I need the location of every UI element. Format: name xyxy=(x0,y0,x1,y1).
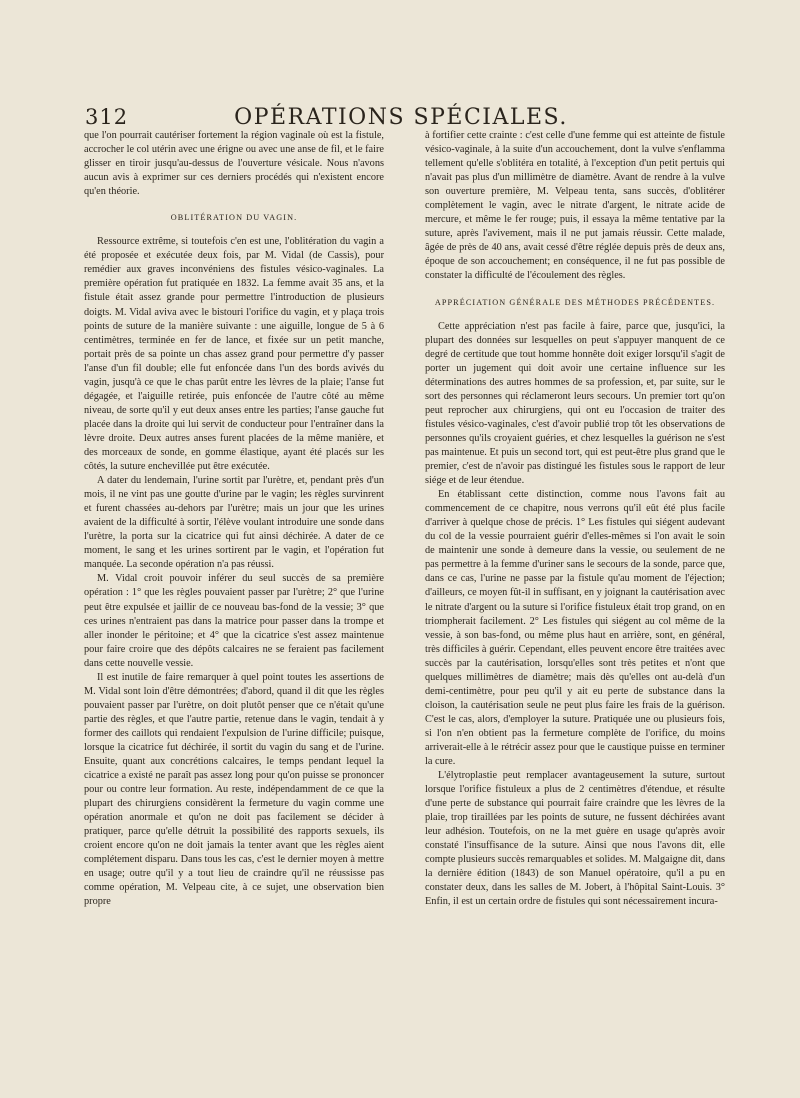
page-number: 312 xyxy=(85,105,129,129)
paragraph: que l'on pourrait cautériser fortement la région vaginale où est la fistule, accrocher le col utérin avec une érigne ou avec une anse de fil, et le faire glisser en tiroir jusqu'au-dessus de l'ouverture vésicale. Nous n'avons aucun avis à exprimer sur ces derniers procédés qui n'existent encore qu'en théorie. xyxy=(84,130,384,198)
right-column xyxy=(425,129,725,910)
paragraph: Ressource extrême, si toutefois c'en est une, l'oblitération du vagin a été proposée et exécutée deux fois, par M. Vidal (de Cassis), pour remédier aux graves inconvéniens des fistules vésico-vaginales. La première opération fut pratiquée en 1832. La femme avait 35 ans, et la fistule était assez grande pour permettre l'introduction de plusieurs doigts. M. Vidal aviva avec le bistouri l'orifice du vagin, et y plaça trois points de suture de la manière suivante : une aiguille, longue de 5 à 6 centimètres, terminée en fer de lance, et fixée sur un petit manche, portait près de sa pointe un chas assez grand pour permettre d'y passer l'anse d'un fil double; elle fut enfoncée dans l'un des bords avivés du vagin, jusqu'à ce que le chas parût entre les lèvres de la plaie; l'anse fut dégagée, et l'aiguille retirée, puis enfoncée de l'autre côté au même niveau, de sorte qu'il y eut deux anses entre les parties; l'anse gauche fut placée dans la droite qui lui servit de conducteur pour l'entraîner dans la lèvre droite. Deux autres anses furent placées de la même manière, et des morceaux de sonde, en gomme élastique, ayant été placés sur les côtés, la suture enchevillée put être exécutée. xyxy=(84,236,384,473)
left-column xyxy=(84,129,384,910)
paragraph: à fortifier cette crainte : c'est celle d'une femme qui est atteinte de fistule vésico-vaginale, à la suite d'un accouchement, dont la vulve s'enflamma tellement qu'elle s'oblitéra en totalité, à l'exception d'un petit pertuis qui n'avait pas plus d'un millimètre de diamètre. Avant de rendre à la vulve son ouverture première, M. Velpeau tenta, sans succès, d'oblitérer complètement le vagin, avec le nitrate d'argent, le nitrate acide de mercure, et même le fer rouge; puis, il essaya la même tentative par la suture, après l'avivement, mais il ne put jamais réussir. Cette malade, âgée de près de 40 ans, avait cessé d'être réglée depuis près de deux ans, époque de son accouchement; en conséquence, il ne fut pas possible de constater la difficulté de l'écoulement des règles. xyxy=(425,130,725,282)
section-heading: OBLITÉRATION DU VAGIN. xyxy=(170,213,298,223)
running-title: OPÉRATIONS SPÉCIALES. xyxy=(234,105,568,130)
paragraph: Cette appréciation n'est pas facile à faire, parce que, jusqu'ici, la plupart des données sur lesquelles on peut s'appuyer manquent de ce degré de certitude que tout homme honnête doit exiger lorsqu'il s'agit de porter un jugement qui doit avoir une certaine influence sur les déterminations des autres hommes de sa profession, et, par suite, sur le sort des personnes qui réclameront leurs secours. Un premier tort qu'on peut reprocher aux chirurgiens, qui ont eu l'occasion de traiter des fistules vésico-vaginales, c'est d'avoir publié trop tôt les observations de personnes qu'ils croyaient guéries, et chez lesquelles la guérison ne s'est pas maintenue. Et puis un second tort, qui est peut-être plus grand que le premier, c'est de n'avoir pas distingué les fistules sous le rapport de leur siége et de leur étendue. xyxy=(425,320,725,487)
paragraph: En établissant cette distinction, comme nous l'avons fait au commencement de ce chapitre, nous verrons qu'il eût été plus facile d'arriver à quelque chose de précis. 1° Les fistules qui siégent audevant du col de la vessie pourraient guérir d'elles-mêmes si l'on avait le soin de maintenir une sonde à demeure dans la vessie, ou seulement de ne pas permettre à la femme d'uriner sans le secours de la sonde, parce que, dans ce cas, l'urine ne passe par la fistule qu'au moment de l'éjection; d'ailleurs, ce moyen fût-il in suffisant, en y joignant la cautérisation avec le nitrate d'argent ou la suture si l'orifice fistuleux était trop grand, on en triompherait facilement. 2° Les fistules qui siégent au col même de la vessie, à son bas-fond, ou même plus haut en arrière, sont, en général, très difficiles à guérir. Cependant, elles peuvent encore être traitées avec succès par la cautérisation, lorsqu'elles sont très petites et n'ont que quelques millimètres de diamètre; mais dès qu'elles ont au-delà d'un demi-centimètre, pour peu qu'il y ait eu perte de substance dans la cloison, la cautérisation seule ne peut plus faire les frais de la guérison. C'est le cas, alors, d'employer la suture. Pratiquée une ou plusieurs fois, si l'on n'en obtient pas la fermeture complète de l'orifice, du moins arriverait-elle à le rétrécir assez pour que le caustique puisse en terminer la cure. xyxy=(425,489,725,768)
paragraph: L'élytroplastie peut remplacer avantageusement la suture, surtout lorsque l'orifice fistuleux a plus de 2 centimètres d'étendue, et résulte d'une perte de substance qui pourrait faire craindre que les lèvres de la plaie, trop tiraillées par les points de suture, ne fussent déchirées avant leur adhésion. Toutefois, on ne la met guère en usage qu'après avoir constaté l'insuffisance de la suture. Ainsi que nous l'avons dit, elle compte plusieurs succès remarquables et solides. M. Malgaigne dit, dans la dernière édition (1843) de son Manuel opératoire, qu'il a pu en constater deux, dans les salles de M. Jobert, à l'hôpital Saint-Louis. 3° Enfin, il est un certain ordre de fistules qui sont nécessairement incura- xyxy=(425,770,725,908)
section-heading: APPRÉCIATION GÉNÉRALE DES MÉTHODES PRÉCÉDENTES. xyxy=(434,297,716,307)
paragraph: Il est inutile de faire remarquer à quel point toutes les assertions de M. Vidal sont loin d'être démontrées; d'abord, quand il dit que les règles pouvaient passer par l'urètre, on doit plutôt penser que ce n'était qu'une partie des règles, et que l'autre partie, retenue dans le vagin, tendait à y former des caillots qui rendaient l'expulsion de l'urine difficile; puisque, lorsque la cicatrice fut déchirée, il sortit du vagin du sang et de l'urine. Ensuite, quant aux concrétions calcaires, le temps pendant lequel la cicatrice a existé ne paraît pas assez long pour qu'on puisse se prononcer pour ou contre leur formation. Au reste, indépendamment de ce que la plupart des chirurgiens considèrent la fermeture du vagin comme une opération anormale et qu'on ne doit pas facilement se décider à pratiquer, parce qu'elle détruit la possibilité des rapports sexuels, ils croient encore qu'on ne doit jamais la tenter avant que les règles aient complétement disparu. Dans tous les cas, c'est le dernier moyen à mettre en usage; outre qu'il y a tout lieu de craindre qu'il ne réussisse pas comme opération, M. Velpeau cite, à ce sujet, une observation bien propre xyxy=(84,671,384,908)
paragraph: A dater du lendemain, l'urine sortit par l'urètre, et, pendant près d'un mois, il ne vint pas une goutte d'urine par le vagin; les règles survinrent et furent chassées au-dehors par l'urètre; mais un jour que les urines avaient de la difficulté à sortir, l'élève voulant introduire une sonde dans l'urètre, la porta sur la cicatrice qui fut ainsi déchirée. A dater de ce moment, le sang et les urines sortirent par le vagin, et l'opération fut manquée. La seconde opération n'a pas réussi. xyxy=(84,475,384,571)
paragraph: M. Vidal croit pouvoir inférer du seul succès de sa première opération : 1° que les règles pouvaient passer par l'urètre; 2° que l'urine peut être expulsée et jaillir de ce nouveau bas-fond de la vessie; 3° que ces urines n'entraient pas dans la matrice pour passer dans la trompe et aller inonder le péritoine; et 4° que la cicatrice s'est assez maintenue pour faire croire que des dépôts calcaires ne se feraient pas facilement dans cette nouvelle vessie. xyxy=(84,573,384,669)
